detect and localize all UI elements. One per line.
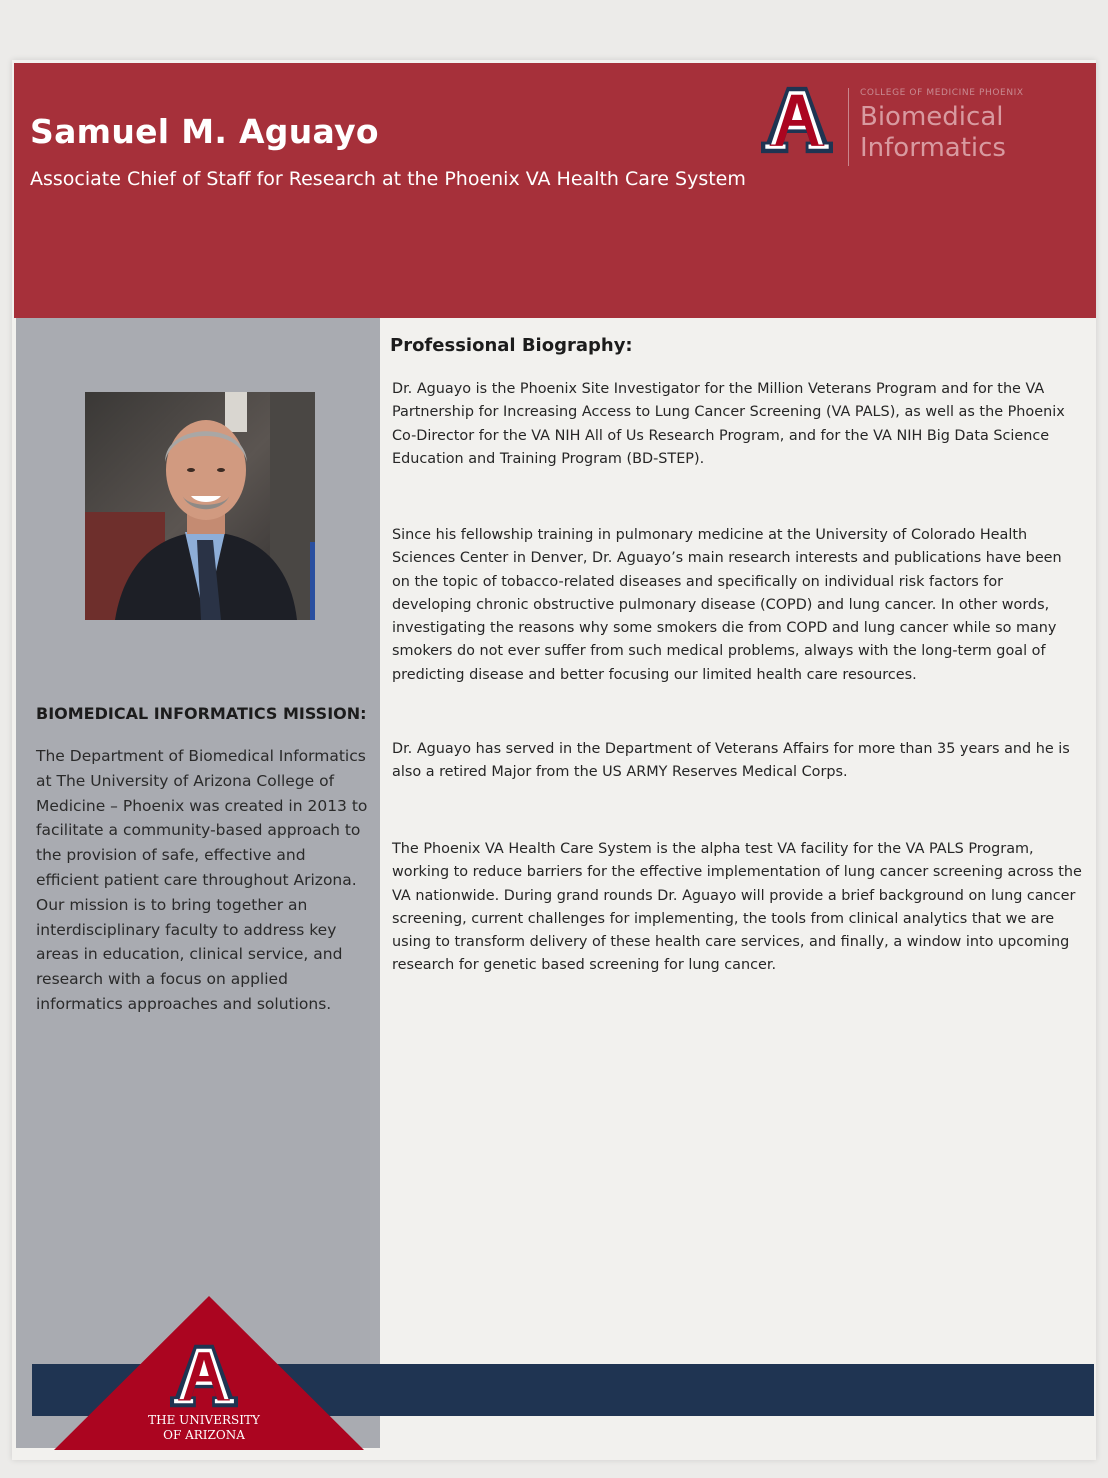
university-wordmark xyxy=(140,1413,268,1443)
mission-text: The Department of Biomedical Informatics at The University of Arizona College of Medicine – Phoenix was created in 2013 to facilitate a community-based approach to the provision of safe, effective and efficient patient care throughout Arizona. Our mission is to bring together an interdisciplinary faculty to address key areas in education, clinical service, and research with a focus on applied informatics approaches and solutions. xyxy=(36,747,368,1013)
logo-divider xyxy=(848,88,849,166)
university-line-2: OF ARIZONA xyxy=(163,1428,245,1442)
bio-paragraph: Since his fellowship training in pulmonary medicine at the University of Colorado Health Sciences Center in Denver, Dr. Aguayo’s main research interests and publications have been on the topic of tobacco-related diseases and specifically on individual risk factors for developing chronic obstructive pulmonary disease (COPD) and lung cancer. In other words, investigating the reasons why some smokers die from COPD and lung cancer while so many smokers do not ever suffer from such medical problems, always with the long-term goal of predicting disease and better focusing our limited health care resources. xyxy=(392,527,1062,683)
speaker-name: Samuel M. Aguayo xyxy=(30,112,379,151)
college-label: COLLEGE OF MEDICINE PHOENIX xyxy=(860,88,1024,98)
mission-heading: BIOMEDICAL INFORMATICS MISSION: xyxy=(36,704,367,723)
department-name: Biomedical Informatics xyxy=(860,102,1006,163)
arizona-a-logo-icon xyxy=(760,84,834,156)
bio-paragraph: The Phoenix VA Health Care System is the alpha test VA facility for the VA PALS Program, working to reduce barriers for the effective implementation of lung cancer screening across the VA nationwide. During grand rounds Dr. Aguayo will provide a brief background on lung cancer screening, current challenges for implementing, the tools from clinical analytics that we are using to transform delivery of these health care services, and finally, a window into upcoming research for genetic based screening for lung cancer. xyxy=(392,841,1082,974)
university-line-1: THE UNIVERSITY xyxy=(148,1413,260,1427)
bio-paragraph: Dr. Aguayo is the Phoenix Site Investigator for the Million Veterans Program and for the VA Partnership for Increasing Access to Lung Cancer Screening (VA PALS), as well as the Phoenix Co-Director for the VA NIH All of Us Research Program, and for the VA NIH Big Data Science Education and Training Program (BD-STEP). xyxy=(392,381,1065,467)
speaker-title: Associate Chief of Staff for Research at the Phoenix VA Health Care System xyxy=(30,168,746,190)
biography-heading: Professional Biography: xyxy=(390,335,633,356)
university-a-logo-icon xyxy=(168,1342,240,1410)
portrait-photo xyxy=(85,392,315,620)
bio-paragraph: Dr. Aguayo has served in the Department of Veterans Affairs for more than 35 years and he is also a retired Major from the US ARMY Reserves Medical Corps. xyxy=(392,741,1070,781)
